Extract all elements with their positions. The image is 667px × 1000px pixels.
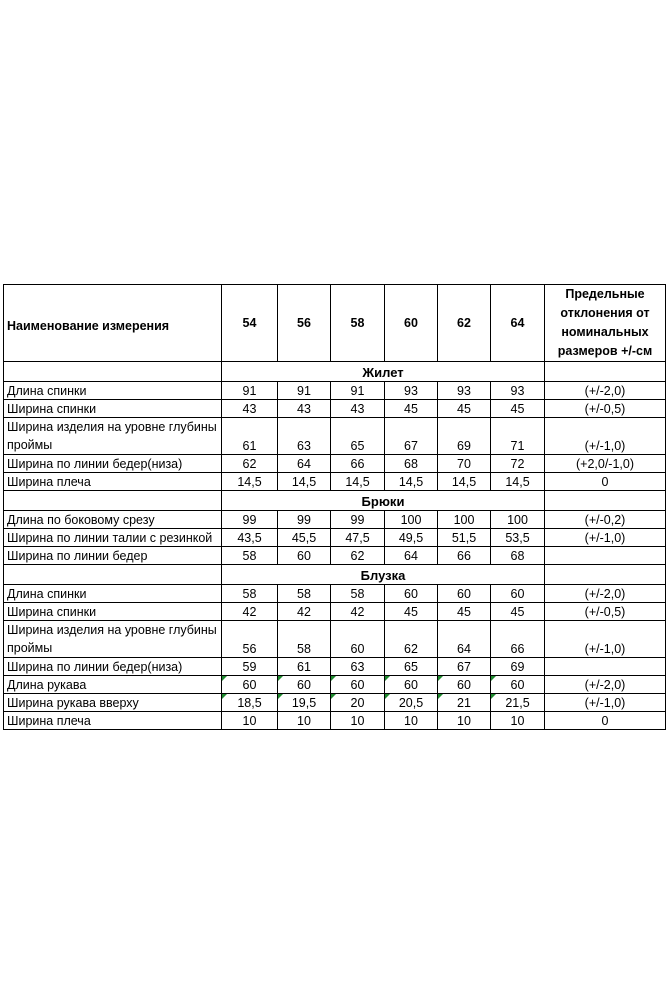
measurement-value: 60 xyxy=(491,585,545,603)
measurement-deviation xyxy=(545,658,666,676)
measurement-value: 67 xyxy=(385,418,438,455)
measurement-value: 45 xyxy=(491,400,545,418)
measurement-deviation: (+/-1,0) xyxy=(545,694,666,712)
table-row xyxy=(4,658,666,676)
measurement-value: 21 xyxy=(438,694,491,712)
section-title: Брюки xyxy=(222,491,545,511)
table-row xyxy=(4,418,666,455)
measurement-name: Ширина по линии бедер(низа) xyxy=(4,658,222,676)
measurement-value: 63 xyxy=(331,658,385,676)
measurement-deviation: (+/-2,0) xyxy=(545,676,666,694)
measurement-value: 64 xyxy=(278,455,331,473)
header-size-60: 60 xyxy=(385,285,438,362)
table-row xyxy=(4,712,666,730)
measurement-value: 10 xyxy=(385,712,438,730)
header-size-64: 64 xyxy=(491,285,545,362)
header-size-56: 56 xyxy=(278,285,331,362)
measurement-value: 43,5 xyxy=(222,529,278,547)
measurement-name: Ширина изделия на уровне глубины проймы xyxy=(4,418,222,455)
measurement-name: Ширина плеча xyxy=(4,473,222,491)
measurement-value: 63 xyxy=(278,418,331,455)
table-row xyxy=(4,511,666,529)
measurement-value: 14,5 xyxy=(331,473,385,491)
measurement-value: 45,5 xyxy=(278,529,331,547)
measurement-value: 93 xyxy=(438,382,491,400)
measurement-value: 10 xyxy=(278,712,331,730)
measurement-value: 10 xyxy=(222,712,278,730)
measurement-value: 42 xyxy=(331,603,385,621)
header-size-62: 62 xyxy=(438,285,491,362)
measurement-value: 14,5 xyxy=(385,473,438,491)
table-row xyxy=(4,473,666,491)
size-chart xyxy=(3,284,665,730)
section-spacer xyxy=(4,565,222,585)
measurement-value: 67 xyxy=(438,658,491,676)
measurement-value: 91 xyxy=(278,382,331,400)
measurement-deviation xyxy=(545,547,666,565)
section-spacer xyxy=(545,565,666,585)
measurement-value: 58 xyxy=(222,547,278,565)
measurement-value: 68 xyxy=(385,455,438,473)
measurement-value: 72 xyxy=(491,455,545,473)
measurement-name: Ширина спинки xyxy=(4,400,222,418)
measurement-deviation: (+2,0/-1,0) xyxy=(545,455,666,473)
measurement-value: 62 xyxy=(331,547,385,565)
section-row xyxy=(4,362,666,382)
measurement-value: 64 xyxy=(385,547,438,565)
measurement-value: 10 xyxy=(491,712,545,730)
measurement-value: 68 xyxy=(491,547,545,565)
measurement-value: 60 xyxy=(278,676,331,694)
measurement-value: 18,5 xyxy=(222,694,278,712)
table-row xyxy=(4,547,666,565)
section-spacer xyxy=(4,491,222,511)
measurement-deviation: (+/-1,0) xyxy=(545,621,666,658)
section-row xyxy=(4,491,666,511)
measurement-deviation: (+/-0,5) xyxy=(545,400,666,418)
measurement-value: 14,5 xyxy=(438,473,491,491)
measurement-value: 19,5 xyxy=(278,694,331,712)
table-row xyxy=(4,400,666,418)
measurement-value: 100 xyxy=(491,511,545,529)
measurement-value: 45 xyxy=(491,603,545,621)
section-title: Блузка xyxy=(222,565,545,585)
measurement-value: 64 xyxy=(438,621,491,658)
measurement-deviation: 0 xyxy=(545,712,666,730)
section-spacer xyxy=(545,362,666,382)
measurement-name: Ширина изделия на уровне глубины проймы xyxy=(4,621,222,658)
header-name: Наименование измерения xyxy=(4,285,222,362)
measurement-deviation: (+/-1,0) xyxy=(545,418,666,455)
measurement-value: 45 xyxy=(438,603,491,621)
measurement-value: 99 xyxy=(222,511,278,529)
measurement-deviation: (+/-0,2) xyxy=(545,511,666,529)
measurement-value: 56 xyxy=(222,621,278,658)
measurement-value: 93 xyxy=(491,382,545,400)
table-row xyxy=(4,382,666,400)
measurement-value: 61 xyxy=(222,418,278,455)
measurement-value: 69 xyxy=(491,658,545,676)
measurement-value: 99 xyxy=(331,511,385,529)
measurement-deviation: (+/-1,0) xyxy=(545,529,666,547)
measurement-value: 69 xyxy=(438,418,491,455)
measurement-deviation: 0 xyxy=(545,473,666,491)
section-row xyxy=(4,565,666,585)
measurement-value: 43 xyxy=(222,400,278,418)
measurement-name: Ширина плеча xyxy=(4,712,222,730)
measurement-value: 70 xyxy=(438,455,491,473)
header-deviation: Предельные отклонения от номинальных размеров +/-см xyxy=(545,285,666,362)
measurement-value: 49,5 xyxy=(385,529,438,547)
measurement-value: 65 xyxy=(331,418,385,455)
measurement-value: 42 xyxy=(278,603,331,621)
measurement-name: Длина спинки xyxy=(4,585,222,603)
table-row xyxy=(4,585,666,603)
measurement-value: 60 xyxy=(385,676,438,694)
measurement-value: 60 xyxy=(222,676,278,694)
measurement-value: 10 xyxy=(438,712,491,730)
measurement-name: Ширина по линии бедер(низа) xyxy=(4,455,222,473)
measurement-name: Длина спинки xyxy=(4,382,222,400)
table-row xyxy=(4,603,666,621)
measurement-value: 60 xyxy=(331,676,385,694)
measurement-value: 45 xyxy=(385,400,438,418)
measurement-deviation: (+/-2,0) xyxy=(545,585,666,603)
measurement-deviation: (+/-2,0) xyxy=(545,382,666,400)
table-row xyxy=(4,694,666,712)
measurement-name: Ширина по линии талии с резинкой xyxy=(4,529,222,547)
measurement-value: 71 xyxy=(491,418,545,455)
measurement-value: 93 xyxy=(385,382,438,400)
header-size-54: 54 xyxy=(222,285,278,362)
measurement-value: 51,5 xyxy=(438,529,491,547)
measurement-value: 21,5 xyxy=(491,694,545,712)
measurement-value: 45 xyxy=(385,603,438,621)
measurement-value: 53,5 xyxy=(491,529,545,547)
measurement-value: 91 xyxy=(331,382,385,400)
measurement-value: 60 xyxy=(438,585,491,603)
measurement-value: 66 xyxy=(438,547,491,565)
measurement-value: 14,5 xyxy=(278,473,331,491)
measurement-name: Длина рукава xyxy=(4,676,222,694)
measurement-value: 66 xyxy=(491,621,545,658)
measurement-value: 58 xyxy=(278,585,331,603)
header-size-58: 58 xyxy=(331,285,385,362)
measurement-value: 60 xyxy=(331,621,385,658)
measurement-name: Ширина спинки xyxy=(4,603,222,621)
measurement-value: 99 xyxy=(278,511,331,529)
measurement-value: 47,5 xyxy=(331,529,385,547)
measurement-value: 45 xyxy=(438,400,491,418)
measurement-name: Длина по боковому срезу xyxy=(4,511,222,529)
section-spacer xyxy=(4,362,222,382)
measurement-value: 60 xyxy=(385,585,438,603)
measurement-value: 20 xyxy=(331,694,385,712)
measurement-value: 62 xyxy=(222,455,278,473)
measurement-value: 14,5 xyxy=(491,473,545,491)
measurement-value: 60 xyxy=(438,676,491,694)
table-row xyxy=(4,676,666,694)
measurement-value: 60 xyxy=(278,547,331,565)
size-chart-table xyxy=(3,284,666,730)
measurement-name: Ширина по линии бедер xyxy=(4,547,222,565)
measurement-value: 66 xyxy=(331,455,385,473)
measurement-value: 100 xyxy=(385,511,438,529)
measurement-deviation: (+/-0,5) xyxy=(545,603,666,621)
measurement-value: 59 xyxy=(222,658,278,676)
measurement-value: 10 xyxy=(331,712,385,730)
table-row xyxy=(4,455,666,473)
measurement-value: 58 xyxy=(331,585,385,603)
measurement-name: Ширина рукава вверху xyxy=(4,694,222,712)
section-spacer xyxy=(545,491,666,511)
header-row xyxy=(4,285,666,362)
measurement-value: 62 xyxy=(385,621,438,658)
table-row xyxy=(4,529,666,547)
measurement-value: 43 xyxy=(278,400,331,418)
measurement-value: 65 xyxy=(385,658,438,676)
measurement-value: 58 xyxy=(222,585,278,603)
measurement-value: 20,5 xyxy=(385,694,438,712)
measurement-value: 60 xyxy=(491,676,545,694)
section-title: Жилет xyxy=(222,362,545,382)
measurement-value: 91 xyxy=(222,382,278,400)
measurement-value: 43 xyxy=(331,400,385,418)
measurement-value: 42 xyxy=(222,603,278,621)
measurement-value: 58 xyxy=(278,621,331,658)
measurement-value: 61 xyxy=(278,658,331,676)
measurement-value: 100 xyxy=(438,511,491,529)
table-row xyxy=(4,621,666,658)
measurement-value: 14,5 xyxy=(222,473,278,491)
